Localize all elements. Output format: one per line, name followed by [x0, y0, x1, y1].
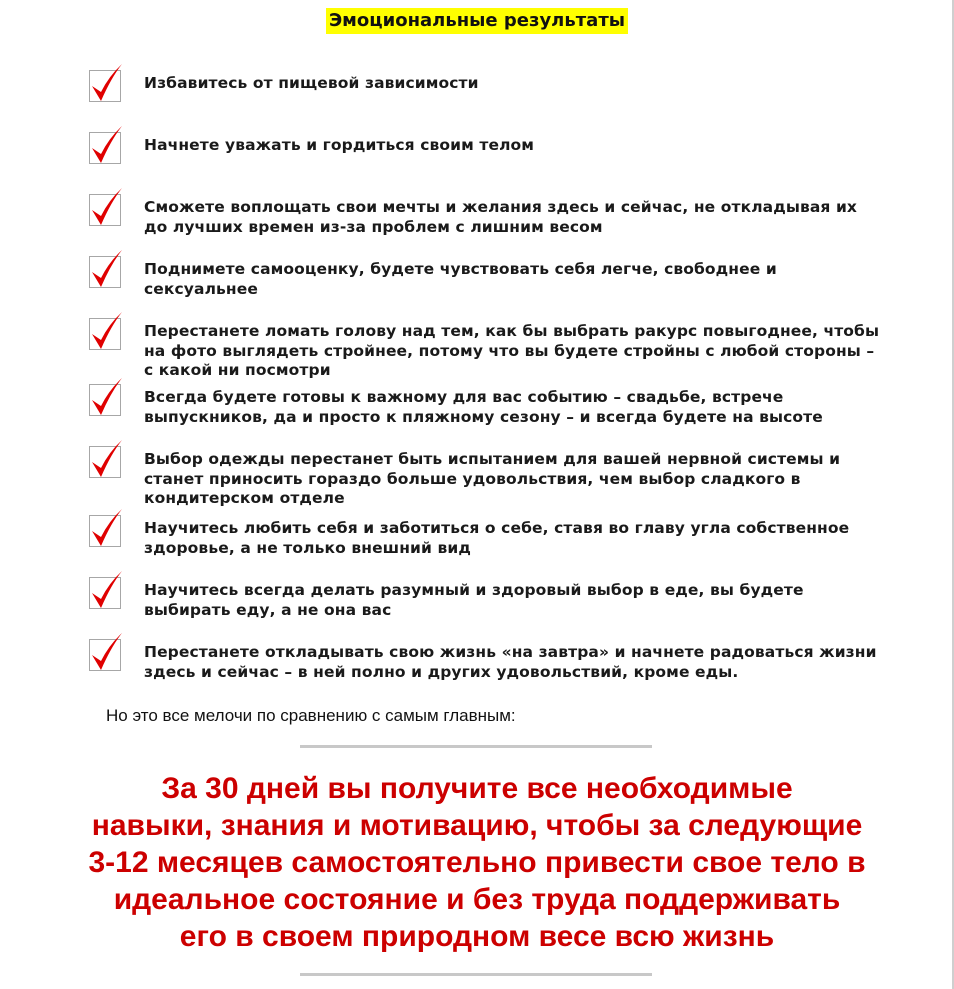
list-item — [86, 633, 886, 682]
headline — [0, 770, 954, 955]
checkmark-icon — [86, 571, 122, 611]
headline-line: его в своем природном весе всю жизнь — [179, 920, 775, 953]
headline-line: За 30 дней вы получите все необходимые — [161, 772, 793, 805]
list-item-text: Выбор одежды перестанет быть испытанием для вашей нервной системы и станет приносить гораздо больше удовольствия, чем выбор сладкого в кондитерском отделе — [144, 450, 841, 507]
transition-text: Но это все мелочи по сравнению с самым главным: — [106, 706, 516, 725]
list-item-text: Поднимете самооценку, будете чувствовать себя легче, свободнее и сексуальнее — [144, 260, 777, 298]
checkmark-icon — [86, 188, 122, 228]
page-title — [0, 8, 954, 34]
page-title-text: Эмоциональные результаты — [326, 8, 628, 34]
bottom-divider — [300, 973, 652, 976]
list-item-text: Перестанете откладывать свою жизнь «на завтра» и начнете радоваться жизни здесь и сейчас – в ней полно и других удовольствий, кроме еды. — [144, 643, 877, 681]
list-item-text: Перестанете ломать голову над тем, как бы выбрать ракурс повыгоднее, чтобы на фото выглядеть стройнее, потому что вы будете стройны с любой стороны – с какой ни посмотри — [144, 322, 880, 379]
checkmark-icon — [86, 64, 122, 104]
checkmark-icon — [86, 440, 122, 480]
list-item-text: Всегда будете готовы к важному для вас событию – свадьбе, встрече выпускников, да и просто к пляжному сезону – и всегда будете на высоте — [144, 388, 823, 426]
list-item — [86, 188, 886, 237]
checkmark-icon — [86, 126, 122, 166]
list-item — [86, 126, 886, 166]
list-item-text: Научитесь всегда делать разумный и здоровый выбор в еде, вы будете выбирать еду, а не она вас — [144, 581, 804, 619]
headline-line: идеальное состояние и без труда поддерживать — [113, 883, 841, 916]
headline-line: навыки, знания и мотивацию, чтобы за следующие — [91, 809, 863, 842]
list-item — [86, 571, 886, 620]
list-item — [86, 312, 886, 381]
list-item — [86, 64, 886, 104]
checkmark-icon — [86, 633, 122, 673]
checkmark-icon — [86, 250, 122, 290]
list-item-text: Сможете воплощать свои мечты и желания здесь и сейчас, не откладывая их до лучших времен из-за проблем с лишним весом — [144, 198, 858, 236]
checkmark-icon — [86, 509, 122, 549]
list-item — [86, 509, 886, 558]
list-item-text: Научитесь любить себя и заботиться о себе, ставя во главу угла собственное здоровье, а не только внешний вид — [144, 519, 850, 557]
checkmark-icon — [86, 312, 122, 352]
list-item — [86, 250, 886, 299]
list-item-text: Избавитесь от пищевой зависимости — [144, 74, 479, 92]
list-item — [86, 378, 886, 427]
checkmark-icon — [86, 378, 122, 418]
list-item-text: Начнете уважать и гордиться своим телом — [144, 136, 535, 154]
top-divider — [300, 745, 652, 748]
headline-line: 3-12 месяцев самостоятельно привести свое тело в — [88, 846, 866, 879]
list-item — [86, 440, 886, 509]
